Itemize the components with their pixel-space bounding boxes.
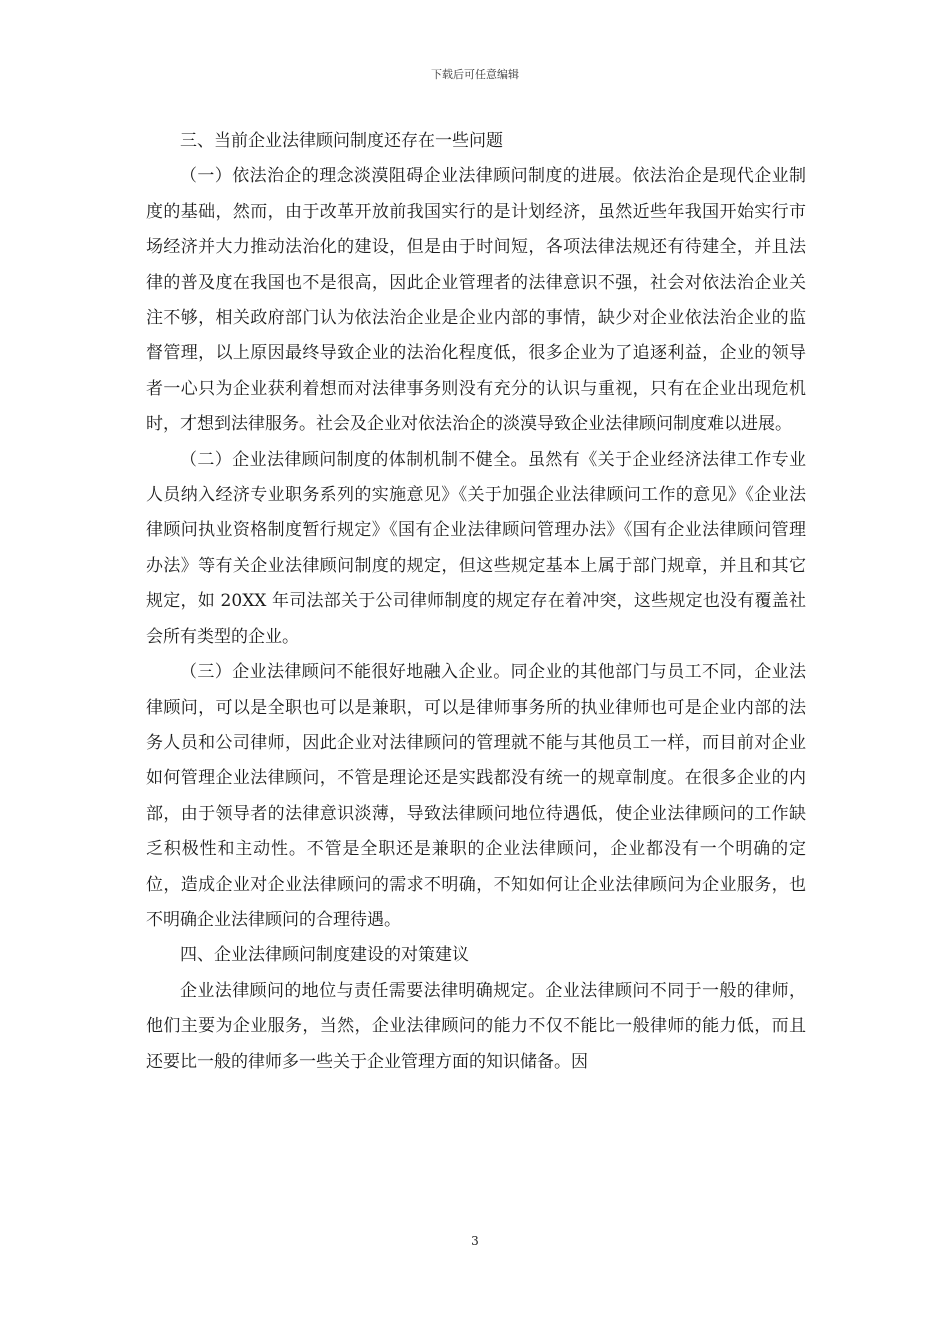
page-header-note: 下载后可任意编辑 (431, 68, 519, 81)
section-heading-3: 三、当前企业法律顾问制度还存在一些问题 (180, 131, 503, 151)
paragraph-issue-3: （三）企业法律顾问不能很好地融入企业。同企业的其他部门与员工不同，企业法律顾问，可以是全职也可以是兼职，可以是律师事务所的执业律师也可是企业内部的法务人员和公司律师，因此企业对法律顾问的管理就不能与其他员工一样，而目前对企业如何管理企业法律顾问，不管是理论还是实践都没有统一的规章制度。在很多企业的内部，由于领导者的法律意识淡薄，导致法律顾问地位待遇低，使企业法律顾问的工作缺乏积极性和主动性。不管是全职还是兼职的企业法律顾问，企业都没有一个明确的定位，造成企业对企业法律顾问的需求不明确，不知如何让企业法律顾问为企业服务，也不明确企业法律顾问的合理待遇。 (146, 662, 806, 930)
section-heading-4: 四、企业法律顾问制度建设的对策建议 (180, 945, 469, 966)
paragraph-issue-1: （一）依法治企的理念淡漠阻碍企业法律顾问制度的进展。依法治企是现代企业制度的基础，然而，由于改革开放前我国实行的是计划经济，虽然近些年我国开始实行市场经济并大力推动法治化的建设，但是由于时间短，各项法律法规还有待建全，并且法律的普及度在我国也不是很高，因此企业管理者的法律意识不强，社会对依法治企业关注不够，相关政府部门认为依法治企业是企业内部的事情，缺少对企业依法治企业的监督管理，以上原因最终导致企业的法治化程度低，很多企业为了追逐利益，企业的领导者一心只为企业获利着想而对法律事务则没有充分的认识与重视，只有在企业出现危机时，才想到法律服务。社会及企业对依法治企的淡漠导致企业法律顾问制度难以进展。 (146, 166, 806, 435)
document-body (146, 124, 806, 1080)
page-number: 3 (471, 1234, 479, 1248)
paragraph-suggestion-1: 企业法律顾问的地位与责任需要法律明确规定。企业法律顾问不同于一般的律师，他们主要为企业服务，当然，企业法律顾问的能力不仅不能比一般律师的能力低，而且还要比一般的律师多一些关于企业管理方面的知识储备。因 (146, 980, 806, 1072)
paragraph-issue-2: （二）企业法律顾问制度的体制机制不健全。虽然有《关于企业经济法律工作专业人员纳入经济专业职务系列的实施意见》《关于加强企业法律顾问工作的意见》《企业法律顾问执业资格制度暂行规定》《国有企业法律顾问管理办法》《国有企业法律顾问管理办法》等有关企业法律顾问制度的规定，但这些规定基本上属于部门规章，并且和其它规定，如 20XX 年司法部关于公司律师制度的规定存在着冲突，这些规定也没有覆盖社会所有类型的企业。 (146, 449, 806, 647)
